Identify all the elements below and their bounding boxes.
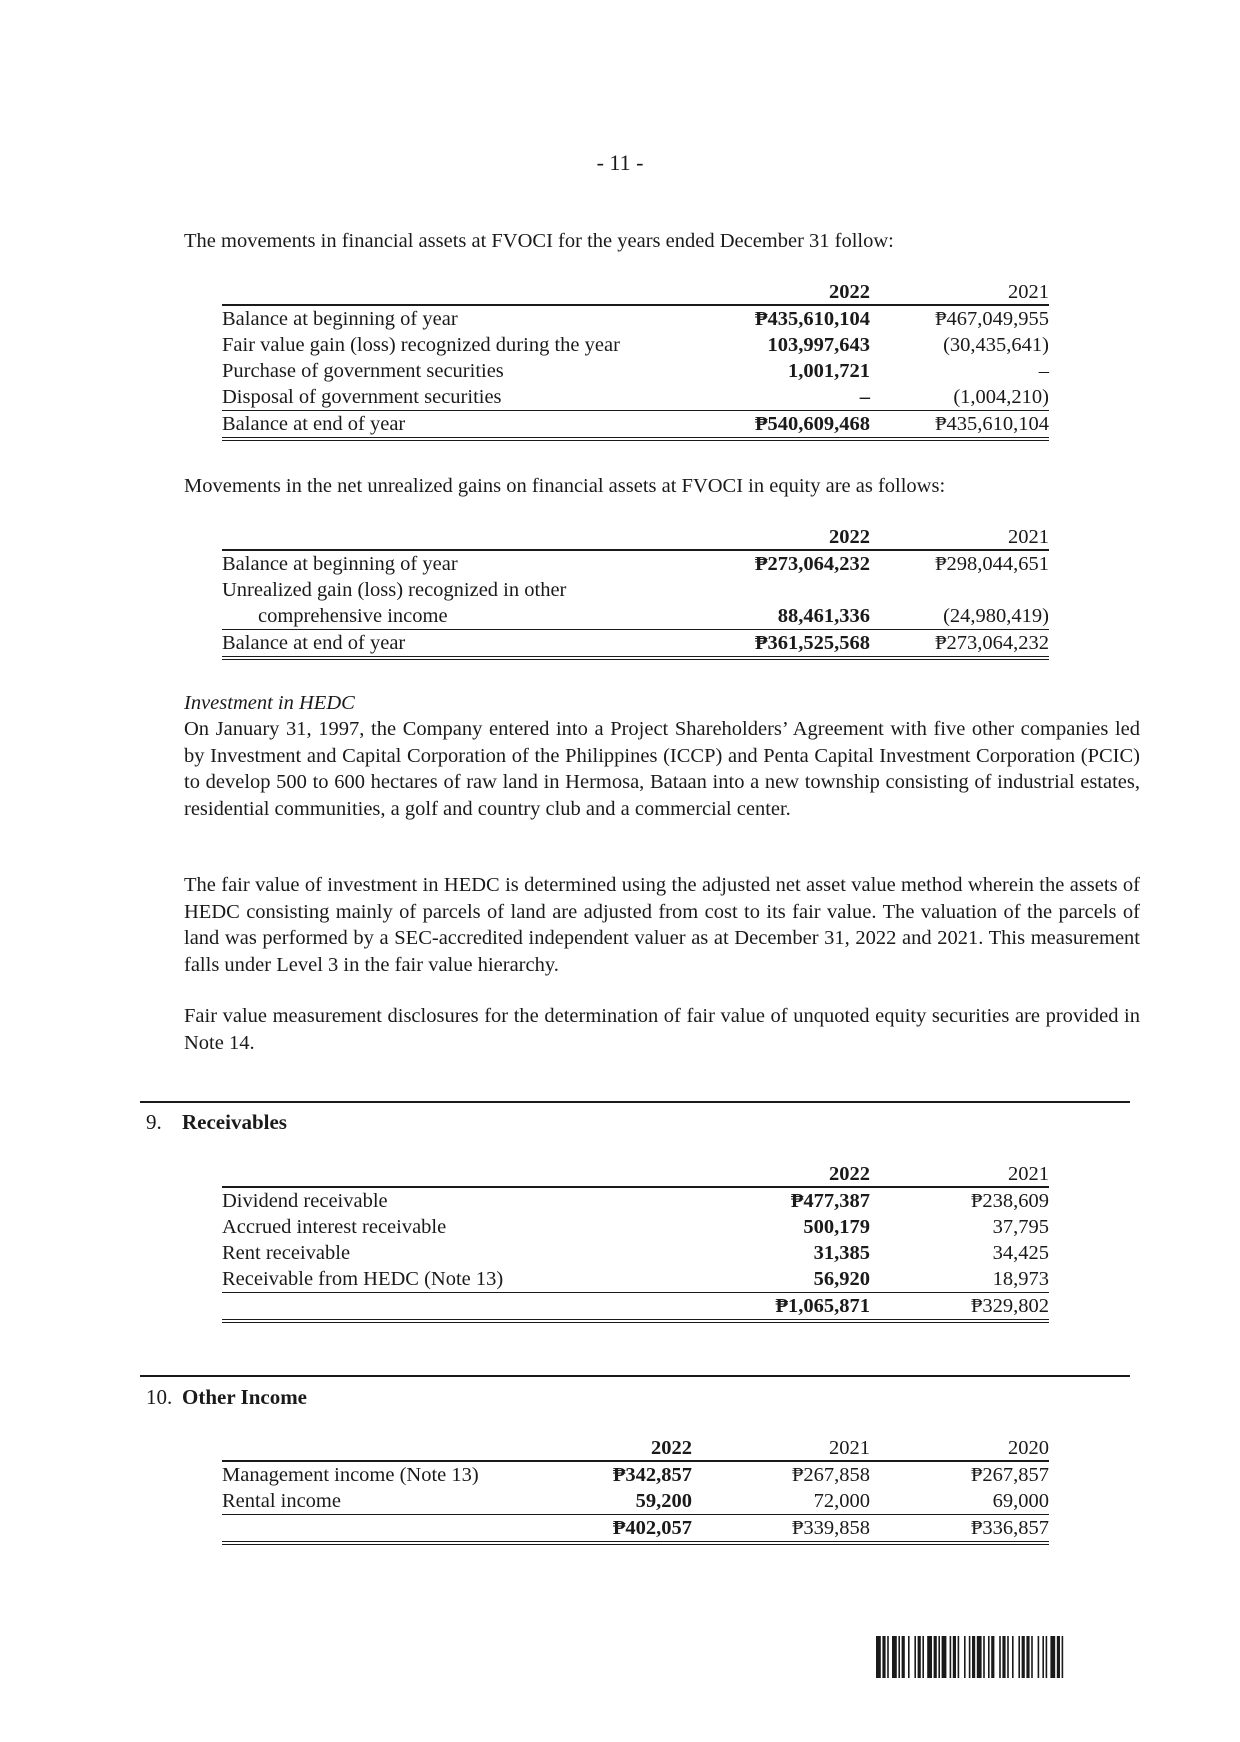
barcode-stripe [934,1636,937,1678]
row-label [222,1293,750,1322]
col-gap [870,1162,890,1187]
row-current: 103,997,643 [767,334,870,356]
col-gap [870,1488,890,1515]
barcode-stripe [922,1636,924,1678]
barcode-stripe [964,1636,966,1678]
col-gap [692,1488,712,1515]
unrealized-table [222,525,1049,660]
barcode-stripe [988,1636,990,1678]
row-label: Balance at end of year [222,411,750,440]
col-gap [870,1293,890,1322]
table-row [222,384,1049,411]
hedc-paragraph-1: On January 31, 1997, the Company entered into a Project Shareholders’ Agreement with five other companies led by Investment and Capital Corporation of the Philippines (ICCP) and Penta Capital Investment Corporation (PCIC) to develop 500 to 600 hectares of raw land in Hermosa, Bataan into a new township consisting of industrial estates, residential communities, a golf and country club and a commercial center. [184,718,1140,820]
row-current: ₱1,065,871 [750,1293,870,1322]
barcode-stripe [983,1636,985,1678]
row-label: Disposal of government securities [222,386,502,408]
table-row [222,577,1049,603]
row-label: Balance at beginning of year [222,305,750,332]
barcode-stripe [1038,1636,1040,1678]
col-gap [692,1436,712,1461]
section-divider [140,1101,1130,1103]
table-row [222,332,1049,358]
row-label: Dividend receivable [222,1187,750,1214]
header-spacer [222,525,750,550]
col-gap [692,1461,712,1488]
col-gap [870,384,890,411]
barcode-stripe [1022,1636,1025,1678]
table-row [222,1488,1049,1515]
row-value-2021: 72,000 [813,1490,870,1512]
row-current: 88,461,336 [777,605,870,627]
table-row [222,358,1049,384]
row-label: Balance at end of year [222,630,750,659]
table-row [222,1461,1049,1488]
col-gap [870,332,890,358]
row-label-continued: comprehensive income [258,605,448,627]
row-prior: ₱238,609 [890,1187,1049,1214]
hedc-heading: Investment in HEDC [184,692,355,714]
section-divider [140,1375,1130,1377]
total-2021: ₱339,858 [712,1515,870,1544]
row-current: ₱435,610,104 [750,305,870,332]
barcode-stripe [1042,1636,1044,1678]
row-prior: 34,425 [992,1242,1049,1264]
row-value-2020: ₱267,857 [890,1461,1049,1488]
header-spacer [222,280,750,305]
table-row [222,1240,1049,1266]
col-gap [870,280,890,305]
barcode-stripe [942,1636,947,1678]
page-number: - 11 - [596,150,644,175]
unrealized-year-prior: 2021 [890,525,1049,550]
row-value-2022: 59,200 [635,1490,692,1512]
section-heading-receivables [146,1110,287,1135]
barcode-stripe [1026,1636,1029,1678]
table-row [222,550,1049,577]
row-current: 31,385 [813,1242,870,1264]
section-title: Receivables [182,1110,287,1134]
row-label: Purchase of government securities [222,360,504,382]
barcode-stripe [892,1636,897,1678]
fvoci-intro: The movements in financial assets at FVOCI for the years ended December 31 follow: [184,230,894,252]
table-row [222,305,1049,332]
barcode-stripe [1046,1636,1048,1678]
barcode-stripe [908,1636,910,1678]
barcode-stripe [902,1636,905,1678]
row-value-2021: ₱267,858 [712,1461,870,1488]
row-value-2020: 69,000 [992,1490,1049,1512]
row-current: ₱273,064,232 [750,550,870,577]
fvoci-year-prior: 2021 [890,280,1049,305]
table-row-total [222,630,1049,659]
row-prior: (30,435,641) [943,334,1049,356]
barcode-stripe [991,1636,994,1678]
barcode-stripe [1018,1636,1020,1678]
barcode-stripe [999,1636,1001,1678]
unrealized-year-current: 2022 [750,525,870,550]
col-gap [870,550,890,577]
barcode-stripe [914,1636,916,1678]
col-gap [870,1436,890,1461]
barcode-stripe [898,1636,900,1678]
barcode-stripe [1050,1636,1055,1678]
barcode-stripe [953,1636,956,1678]
year-2021: 2021 [712,1436,870,1461]
row-label: Rental income [222,1490,341,1512]
barcode-stripe [950,1636,952,1678]
row-label: Rent receivable [222,1242,351,1264]
barcode-stripe [1007,1636,1009,1678]
table-row-total [222,1293,1049,1322]
year-2020: 2020 [890,1436,1049,1461]
col-gap [870,1266,890,1293]
col-gap [870,305,890,332]
barcode [876,1636,1126,1678]
col-gap [870,1461,890,1488]
barcode-stripe [1002,1636,1005,1678]
row-label: Receivable from HEDC (Note 13) [222,1268,504,1290]
table-row-total [222,411,1049,440]
row-current: ₱540,609,468 [750,411,870,440]
row-current: 56,920 [813,1268,870,1290]
row-prior: 18,973 [992,1268,1049,1290]
barcode-stripe [958,1636,960,1678]
total-2020: ₱336,857 [890,1515,1049,1544]
section-number: 9. [146,1110,162,1134]
row-prior: ₱298,044,651 [890,550,1049,577]
row-label: Balance at beginning of year [222,550,750,577]
header-spacer [222,1162,750,1187]
row-prior: (24,980,419) [943,605,1049,627]
col-gap [870,1240,890,1266]
col-gap [692,1515,712,1544]
barcode-stripe [972,1636,975,1678]
col-gap [870,630,890,659]
other-income-table [222,1436,1049,1545]
fvoci-year-current: 2022 [750,280,870,305]
row-value-2022: ₱342,857 [600,1461,692,1488]
barcode-stripe [882,1636,885,1678]
receivables-year-prior: 2021 [890,1162,1049,1187]
row-prior: ₱435,610,104 [890,411,1049,440]
col-gap [870,1515,890,1544]
section-heading-other-income [146,1385,307,1410]
total-2022: ₱402,057 [600,1515,692,1544]
barcode-stripe [1057,1636,1060,1678]
row-label [222,1515,600,1544]
col-gap [870,358,890,384]
header-spacer [222,1436,600,1461]
unrealized-intro: Movements in the net unrealized gains on financial assets at FVOCI in equity are as follows: [184,475,946,497]
table-row [222,1266,1049,1293]
barcode-stripe [887,1636,889,1678]
row-prior: (1,004,210) [953,386,1049,408]
barcode-stripe [876,1636,881,1678]
barcode-stripe [977,1636,982,1678]
table-row-total [222,1515,1049,1544]
section-number: 10. [146,1385,173,1409]
table-row [222,603,1049,630]
receivables-table [222,1162,1049,1323]
row-prior: – [1038,360,1049,382]
row-label: Unrealized gain (loss) recognized in other [222,579,567,601]
col-gap [870,603,890,630]
barcode-stripe [1031,1636,1033,1678]
barcode-stripe [927,1636,932,1678]
row-prior: ₱329,802 [890,1293,1049,1322]
table-row [222,1214,1049,1240]
row-prior: ₱273,064,232 [890,630,1049,659]
barcode-stripe [918,1636,921,1678]
hedc-paragraph-3: Fair value measurement disclosures for the determination of fair value of unquoted equity securities are provided in Note 14. [184,1005,1140,1054]
col-gap [870,411,890,440]
row-prior: 37,795 [992,1216,1049,1238]
barcode-stripe [938,1636,940,1678]
barcode-stripe [969,1636,971,1678]
hedc-paragraph-2: The fair value of investment in HEDC is determined using the adjusted net asset value method wherein the assets of HEDC consisting mainly of parcels of land are adjusted from cost to its fair value. The valuation of the parcels of land was performed by a SEC-accredited independent valuer as at December 31, 2022 and 2021. This measurement falls under Level 3 in the fair value hierarchy. [184,874,1140,976]
row-current: 500,179 [803,1216,870,1238]
row-label: Management income (Note 13) [222,1461,600,1488]
row-label: Fair value gain (loss) recognized during the year [222,334,620,356]
col-gap [870,1187,890,1214]
receivables-year-current: 2022 [750,1162,870,1187]
year-2022: 2022 [600,1436,692,1461]
row-current: ₱361,525,568 [750,630,870,659]
row-prior: ₱467,049,955 [890,305,1049,332]
row-current: – [859,386,870,408]
table-row [222,1187,1049,1214]
barcode-stripe [1062,1636,1064,1678]
col-gap [870,1214,890,1240]
row-current: ₱477,387 [750,1187,870,1214]
section-title: Other Income [182,1385,308,1409]
row-label: Accrued interest receivable [222,1216,447,1238]
fvoci-table [222,280,1049,441]
barcode-stripe [1012,1636,1014,1678]
row-current: 1,001,721 [788,360,870,382]
col-gap [870,525,890,550]
